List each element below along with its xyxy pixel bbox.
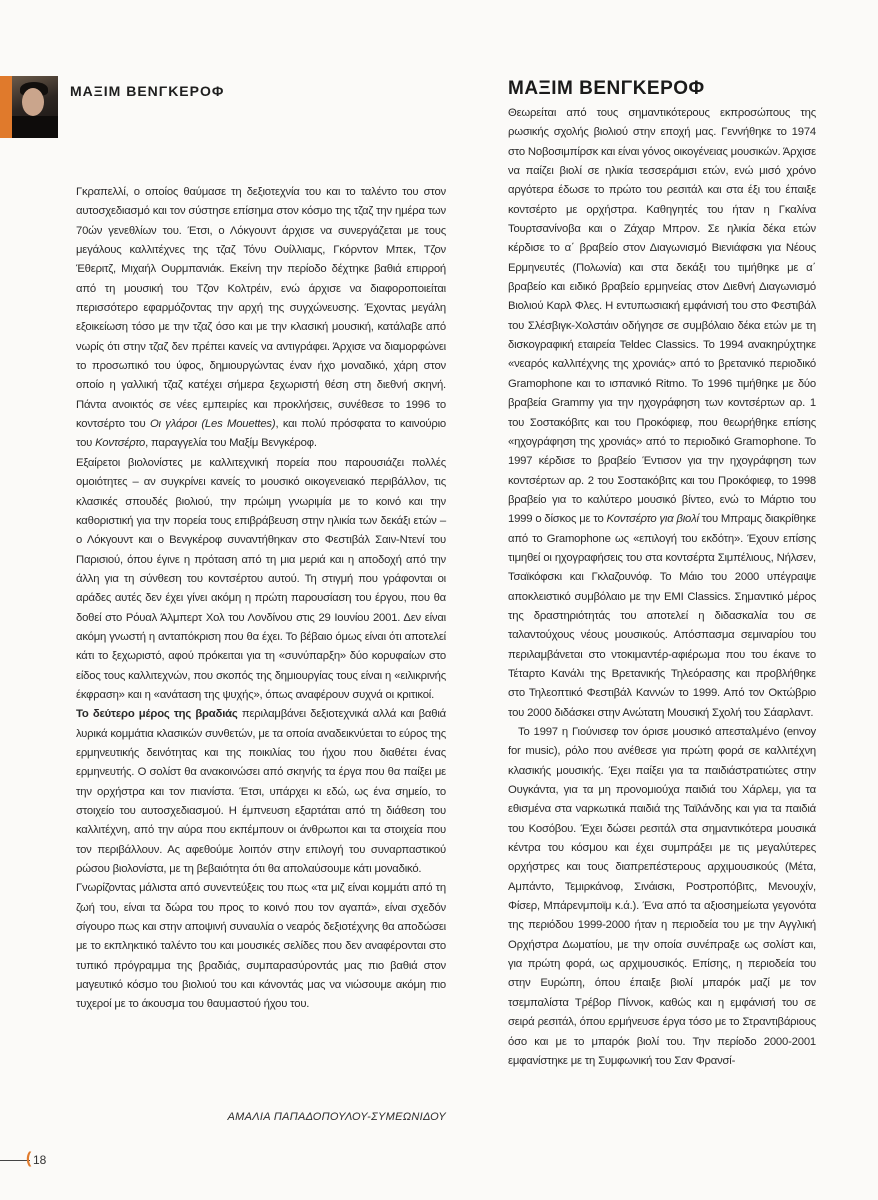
paragraph: Γνωρίζοντας μάλιστα από συνεντεύξεις του πως «τα μιζ είναι κομμάτι από τη ζωή του, είναι τα δώρα του προς το κοινό που τον αγαπά», είναι σχεδόν σίγουρο πως και στην αποψινή συναυλία ο νεαρός δεξιοτέχνης θα αποδώσει με το εκπληκτικό ταλέντο του και μουσικές σελίδες που δεν αναφέρονται στο τυπικό πρόγραμμα της βραδιάς, συμπαρασύροντάς μας πιο βαθιά στον μαγευτικό κόσμο του βιολιού του και κάνοντάς μας να νιώσουμε ακόμη πιο τυχεροί με το άκουσμα του θαυμαστού ήχου του. [76, 882, 446, 1011]
accent-bar [0, 76, 12, 138]
page-number: 18 [33, 1153, 47, 1167]
section-title: ΜΑΞΙΜ ΒΕΝΓΚΕΡΟΦ [508, 78, 705, 99]
paragraph: Γκραπελλί, ο οποίος θαύμασε τη δεξιοτεχνία του και το ταλέντο του στον αυτοσχεδιασμό και τον σύστησε επίσημα στον κόσμο της τζαζ την ημέρα των 70ών γενεθλίων του. Έτσι, ο Λόκγουντ άρχισε να συνεργάζεται με τους μεγάλους καλλιτέχνες της τζαζ Τόνυ Ουίλλιαμς, Γκόρντον Μπεκ, Τζον Έθεριτζ, Μιχαήλ Ουρμπανιάκ. Εκείνη την περίοδο δέχτηκε βαθιά επιρροή από τη μουσική του Τζον Κολτρέιν, ενώ άρχισε να διαφοροποιείται περισσότερο εφαρμόζοντας την αρχή της συγχώνευσης. Έχοντας μεγάλη εξοικείωση τόσο με την τζαζ όσο και με την κλασική μουσική, κατάλαβε από νωρίς ότι στην τζαζ δεν πρέπει κανείς να αντιγράφει. Άρχισε να διαμορφώνει το προσωπικό του ύφος, δημιουργώντας έναν ήχο μοναδικό, χάρη στον οποίο η γαλλική τζαζ κατέχει σήμερα ξεχωριστή θέση στη διεθνή σκηνή. Πάντα ανοικτός σε νέες εμπειρίες και προκλήσεις, συνέθεσε το 1996 το κοντσέρτο του Οι γλάροι (Les Mouettes), και πολύ πρόσφατα το καινούριο του Κοντσέρτο, παραγγελία του Μαξίμ Βενγκέροφ. [76, 186, 447, 450]
author-signature: ΑΜΑΛΙΑ ΠΑΠΑΔΟΠΟΥΛΟΥ-ΣΥΜΕΩΝΙΔΟΥ [227, 1111, 446, 1123]
paragraph: Το δεύτερο μέρος της βραδιάς περιλαμβάνει δεξιοτεχνικά αλλά και βαθιά λυρικά κομμάτια κλασικών συνθετών, με τα οποία αναδεικνύεται το εύρος της ερμηνευτικής δεινότητας και της ποικιλίας του ήχου που διαθέτει ένας ερμηνευτής. Ο σολίστ θα ανακοινώσει από σκηνής τα έργα που θα παίξει με την ορχήστρα και τον πιανίστα. Έτσι, υπάρχει κι εδώ, ως ένα σημείο, το στοιχείο του αυτοσχεδιασμού. Η έμπνευση εξαρτάται από τη διάθεση του καλλιτέχνη, από την αύρα που εκπέμπουν οι άνθρωποι και τα στοιχεία που τον περιβάλλουν. Ας αφεθούμε λοιπόν στην επιλογή του συναρπαστικού ρώσου βιολονίστα, με τη βεβαιότητα ότι θα απολαύσουμε κάτι μοναδικό. [76, 708, 446, 876]
paragraph: Θεωρείται από τους σημαντικότερους εκπροσώπους της ρωσικής σχολής βιολιού στην εποχή μας. Γεννήθηκε το 1974 στο Νοβοσιμπίρσκ και είναι γόνος οικογένειας μουσικών. Άρχισε να παίζει βιολί σε ηλικία τεσσεράμισι ετών, ενώ μισό χρόνο αργότερα έδωσε το πρώτο του ρεσιτάλ και στα έξι του έπαιξε κοντσέρτο με ορχήστρα. Καθηγητές του ήταν η Γκαλίνα Τουρτσανίνοβα και ο Ζάχαρ Μπρον. Σε ηλικία δέκα ετών κέρδισε το α΄ βραβείο στον Διαγωνισμό Βιενιάφσκι για Νέους Ερμηνευτές (Πολωνία) και στα δεκάξι του τιμήθηκε με α΄ βραβείο και ειδικό βραβείο ερμηνείας στον Διεθνή Διαγωνισμό Βιολιού Καρλ Φλες. Η εντυπωσιακή εμφάνισή του στο Φεστιβάλ του Σλέσβιγκ-Χολστάιν οδήγησε σε συμβόλαιο δέκα ετών με τη δισκογραφική εταιρεία Teldec Classics. Το 1994 ανακηρύχτηκε «νεαρός καλλιτέχνης της χρονιάς» από το βρετανικό περιοδικό Gramophone και το ισπανικό Ritmo. Το 1996 τιμήθηκε με δύο βραβεία Grammy για την ηχογράφηση των κοντσέρτων αρ. 1 του Σοστακόβιτς και του Προκόφιεφ, που θεωρήθηκε επίσης «ηχογράφηση της χρονιάς» από το περιοδικό Gramophone. Το 1997 κέρδισε το βραβείο Έντισον για την ηχογράφηση των κοντσέρτων αρ. 2 του Σοστακόβιτς και του Προκόφιεφ, το 1998 βραβείο για το καλύτερο μουσικό βίντεο, ενώ το Μάρτιο του 1999 ο δίσκος με το Κοντσέρτο για βιολί του Μπραμς διακρίθηκε από το Gramophone ως «επιλογή του εκδότη». Έχουν επίσης τιμηθεί οι ηχογραφήσεις του στα κοντσέρτα Σιμπέλιους, Νήλσεν, Τσαϊκόφσκι και Γκλαζουνόφ. Το Μάιο του 2000 υπέγραψε αποκλειστικό συμβόλαιο με την EMI Classics. Σημαντικό μέρος της δραστηριότητάς του αποτελεί η διδασκαλία του σε ταλαντούχους νέους μουσικούς. Απόσπασμα σεμιναρίου του περιλαμβάνεται στο ντοκιμαντέρ-αφιέρωμα που του έκανε το Τέταρτο Κανάλι της Βρετανικής Τηλεόρασης και προβλήθηκε στο Τηλεοπτικό Φεστιβάλ Καννών το 1999. Από τον Οκτώβριο του 2000 διδάσκει στην Ανώτατη Μουσική Σχολή του Σάαρλαντ. [508, 107, 817, 719]
paragraph: Το 1997 η Γιούνισεφ τον όρισε μουσικό απεσταλμένο (envoy for music), ρόλο που ανέθεσε για πρώτη φορά σε καλλιτέχνη κλασικής μουσικής. Έχει παίξει για τα παιδιάστρατιώτες στην Ουγκάντα, για τα μη προνομιούχα παιδιά του Χάρλεμ, για τα εθισμένα στα ναρκωτικά παιδιά της Ταϊλάνδης και για τα παιδιά του Κοσόβου. Έχει δώσει ρεσιτάλ στα σημαντικότερα μουσικά κέντρα του κόσμου και έχει συμπράξει με τις μεγαλύτερες ορχήστρες και τους διαπρεπέστερους αρχιμουσικούς (Μέτα, Αμπάντο, Τεμιρκάνοφ, Σινάισκι, Ροστροπόβιτς, Μενουχίν, Φίσερ, Μπάρενμποϊμ κ.ά.). Ένα από τα αξιοσημείωτα γεγονότα της περιόδου 1999-2000 ήταν η περιοδεία του με την Αγγλική Ορχήστρα Δωματίου, με την οποία συνέπραξε ως σολίστ και, για πρώτη φορά, ως αρχιμουσικός. Επίσης, η περιοδεία του στην Ευρώπη, όπου έπαιξε βιολί μπαρόκ μαζί με τον τσεμπαλίστα Τρέβορ Πίννοκ, καθώς και η εμφάνισή του σε σειρά ρεσιτάλ, όπου ερμήνευσε έργα τόσο με το Στραντιβάριους όσο και με το μπαρόκ βιολί του. Την περίοδο 2000-2001 εμφανίστηκε με τη Συμφωνική του Σαν Φρανσί- [508, 726, 816, 1067]
paragraph: Εξαίρετοι βιολονίστες με καλλιτεχνική πορεία που παρουσιάζει πολλές ομοιότητες – αν συγκρίνει κανείς το μουσικό οικογενειακό περιβάλλον, τις κλασικές σπουδές βιολιού, την πρώιμη γνωριμία με το κοινό και την καθοριστική για την πορεία τους επιβράβευση στην ηλικία των δεκάξι ετών – ο Λόκγουντ και ο Βενγκέροφ συναντήθηκαν στο Φεστιβάλ Σαιν-Ντενί του Παρισιού, όπου έγινε η πρόταση από τη μια μεριά και η αποδοχή από την άλλη για τη σύνθεση του κοντσέρτου αυτού. Τη στιγμή που γράφονται οι αράδες αυτές δεν έχει γίνει ακόμη η πρώτη παρουσίαση του έργου, που θα δοθεί στο Ρόυαλ Άλμπερτ Χολ του Λονδίνου στις 29 Ιουνίου 2001. Δεν είναι ακόμη γνωστή η ανταπόκριση που θα έχει. Το βέβαιο όμως είναι ότι αποτελεί κάτι το ξεχωριστό, αφού πρόκειται για τη «συνύπαρξη» δύο κορυφαίων στο είδος τους καλλιτεχνών, που σκοπός της δημιουργίας τους είναι η «ειλικρινής έκφραση» και η «ανάταση της ψυχής», όπως αναφέρουν συχνά οι κριτικοί. [76, 456, 446, 701]
left-column [76, 183, 446, 1015]
folio-bracket: ( [26, 1150, 32, 1167]
portrait-photo [12, 76, 58, 138]
right-column [508, 104, 816, 1071]
running-header: ΜΑΞΙΜ ΒΕΝΓΚΕΡΟΦ [70, 83, 225, 99]
